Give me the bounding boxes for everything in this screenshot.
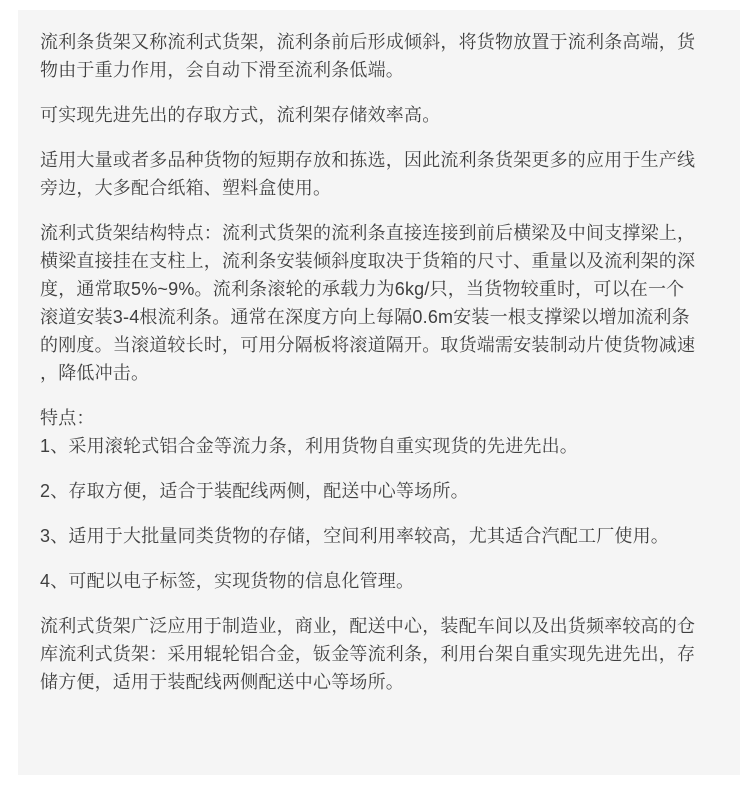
text-line: 可实现先进先出的存取方式，流利架存储效率高。 xyxy=(40,105,441,125)
text-line: 旁边，大多配合纸箱、塑料盒使用。 xyxy=(40,178,332,198)
feature-item-4: 4、可配以电子标签，实现货物的信息化管理。 xyxy=(40,571,415,591)
paragraph-structure xyxy=(40,219,702,387)
product-description-panel xyxy=(18,10,740,775)
paragraph-definition xyxy=(40,28,702,84)
paragraph-feature-3 xyxy=(40,522,702,550)
text-line: 滚道安装3-4根流利条。通常在深度方向上每隔0.6m安装一根支撑梁以增加流利条 xyxy=(40,307,690,327)
text-line: 库流利式货架：采用辊轮铝合金，钣金等流利条，利用台架自重实现先进先出，存 xyxy=(40,644,696,664)
features-heading: 特点： xyxy=(40,408,95,428)
paragraph-feature-2 xyxy=(40,477,702,505)
text-line: 流利条货架又称流利式货架，流利条前后形成倾斜，将货物放置于流利条高端，货 xyxy=(40,32,696,52)
paragraph-feature-4 xyxy=(40,567,702,595)
text-line: 度，通常取5%~9%。流利条滚轮的承载力为6kg/只，当货物较重时，可以在一个 xyxy=(40,279,685,299)
text-line: 储方便，适用于装配线两侧配送中心等场所。 xyxy=(40,672,404,692)
text-line: 的刚度。当滚道较长时，可用分隔板将滚道隔开。取货端需安装制动片使货物减速 xyxy=(40,335,696,355)
text-line: 流利式货架结构特点：流利式货架的流利条直接连接到前后横梁及中间支撑梁上， xyxy=(40,223,696,243)
feature-item-2: 2、存取方便，适合于装配线两侧，配送中心等场所。 xyxy=(40,481,469,501)
text-line: 物由于重力作用，会自动下滑至流利条低端。 xyxy=(40,60,404,80)
text-line: ，降低冲击。 xyxy=(40,363,150,383)
paragraph-applications xyxy=(40,612,702,696)
text-line: 适用大量或者多品种货物的短期存放和拣选，因此流利条货架更多的应用于生产线 xyxy=(40,150,696,170)
text-line: 流利式货架广泛应用于制造业，商业，配送中心，装配车间以及出货频率较高的仓 xyxy=(40,616,696,636)
feature-item-3: 3、适用于大批量同类货物的存储，空间利用率较高，尤其适合汽配工厂使用。 xyxy=(40,526,670,546)
text-line: 横梁直接挂在支柱上，流利条安装倾斜度取决于货箱的尺寸、重量以及流利架的深 xyxy=(40,251,696,271)
paragraph-usage xyxy=(40,146,702,202)
feature-item-1: 1、采用滚轮式铝合金等流力条，利用货物自重实现货的先进先出。 xyxy=(40,436,579,456)
paragraph-features-heading-and-feature-1 xyxy=(40,404,702,460)
paragraph-fifo xyxy=(40,101,702,129)
